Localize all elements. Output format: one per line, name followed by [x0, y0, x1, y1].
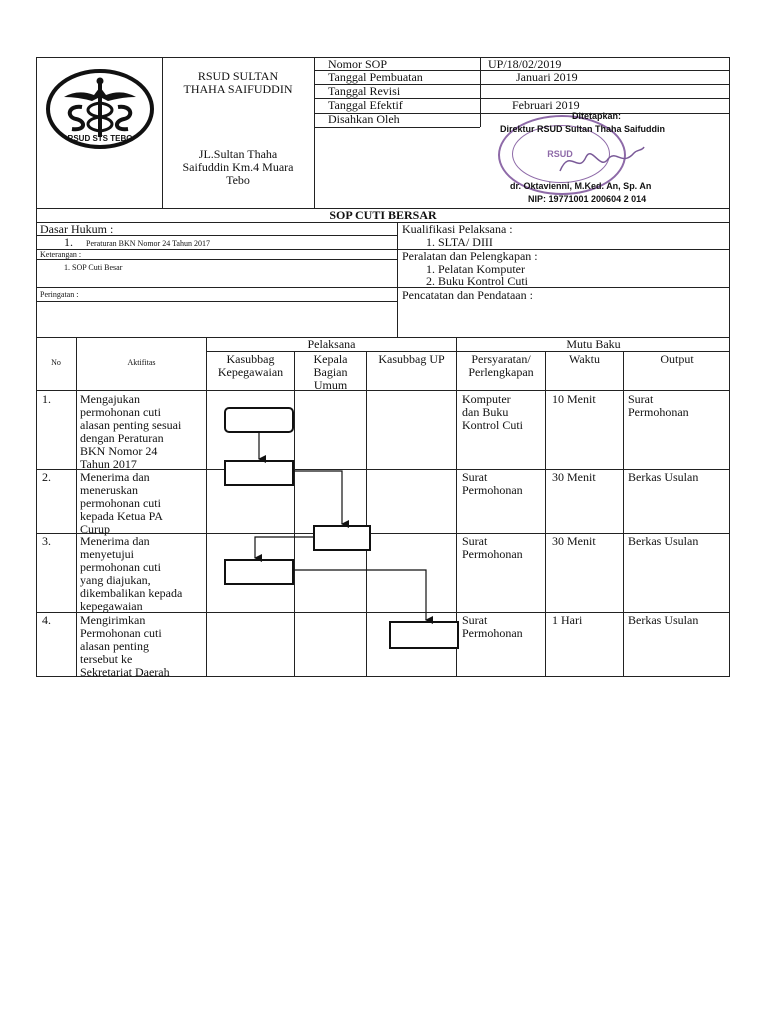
row-activity: Mengirimkan Permohonan cuti alasan penting tersebut ke Sekretariat Daerah — [80, 613, 170, 679]
row-requirement: Surat Permohonan — [462, 470, 523, 497]
field-tanggal-pembuatan-label: Tanggal Pembuatan — [328, 70, 423, 84]
peralatan-item-2: 2. Buku Kontrol Cuti — [426, 274, 529, 288]
field-nomor-sop-value: UP/18/02/2019 — [488, 57, 562, 71]
field-tanggal-efektif-value: Februari 2019 — [512, 98, 580, 112]
column-no: No — [51, 358, 61, 367]
field-nomor-sop-label: Nomor SOP — [328, 57, 388, 71]
row-number: 4. — [42, 613, 51, 627]
column-output: Output — [660, 352, 694, 366]
approval-ditetapkan: Ditetapkan: — [572, 111, 622, 121]
column-kasubbag-kepegawaian: Kasubbag Kepegawaian — [217, 352, 284, 379]
approval-nip: NIP: 19771001 200604 2 014 — [528, 194, 647, 204]
approval-position: Direktur RSUD Sultan Thaha Saifuddin — [500, 124, 666, 134]
column-waktu: Waktu — [568, 352, 601, 366]
row-time: 1 Hari — [552, 613, 583, 627]
row-time: 10 Menit — [552, 392, 596, 406]
organization-address: JL.Sultan Thaha Saifuddin Km.4 Muara Tebo — [182, 147, 294, 187]
flow-arrow-3-to-kepegawaian — [255, 537, 313, 558]
column-persyaratan: Persyaratan/ Perlengkapan — [468, 352, 534, 379]
row-requirement: Surat Permohonan — [462, 534, 523, 561]
row-requirement: Komputer dan Buku Kontrol Cuti — [462, 392, 524, 432]
row-activity: Mengajukan permohonan cuti alasan penting sesuai dengan Peraturan BKN Nomor 24 Tahun 2017 — [80, 392, 182, 471]
pencatatan-label: Pencatatan dan Pendataan : — [402, 288, 533, 302]
document-title: SOP CUTI BERSAR — [329, 208, 437, 222]
row-time: 30 Menit — [552, 470, 596, 484]
row-number: 2. — [42, 470, 51, 484]
peringatan-label: Peringatan : — [40, 290, 79, 299]
dasar-hukum-item-number: 1. — [64, 235, 73, 249]
kualifikasi-label: Kualifikasi Pelaksana : — [402, 222, 513, 236]
row-number: 1. — [42, 392, 51, 406]
kualifikasi-item: 1. SLTA/ DIII — [426, 235, 493, 249]
row-output: Berkas Usulan — [628, 534, 699, 548]
column-kasubbag-up: Kasubbag UP — [378, 352, 445, 366]
dasar-hukum-label: Dasar Hukum : — [40, 222, 114, 236]
approval-name: dr. Oktavienni, M.Ked. An, Sp. An — [510, 181, 652, 191]
column-kepala-bagian-umum: Kepala Bagian Umum — [313, 352, 348, 392]
field-tanggal-efektif-label: Tanggal Efektif — [328, 98, 403, 112]
dasar-hukum-item: Peraturan BKN Nomor 24 Tahun 2017 — [86, 239, 210, 248]
column-group-pelaksana: Pelaksana — [307, 337, 356, 351]
flow-arrow-2-to-3 — [292, 471, 342, 524]
flow-arrow-to-step-4 — [292, 570, 426, 620]
logo-text: RSUD STS TEBO — [67, 134, 133, 143]
row-output: Berkas Usulan — [628, 613, 699, 627]
row-requirement: Surat Permohonan — [462, 613, 523, 640]
organization-name: RSUD SULTAN THAHA SAIFUDDIN — [183, 69, 293, 96]
row-time: 30 Menit — [552, 534, 596, 548]
column-group-mutu-baku: Mutu Baku — [566, 337, 621, 351]
row-activity: Menerima dan meneruskan permohonan cuti kepada Ketua PA Curup — [80, 470, 163, 536]
field-tanggal-revisi-label: Tanggal Revisi — [328, 84, 401, 98]
keterangan-item: 1. SOP Cuti Besar — [64, 263, 123, 272]
peralatan-item-1: 1. Pelatan Komputer — [426, 262, 525, 276]
row-output: Berkas Usulan — [628, 470, 699, 484]
sop-document — [36, 57, 730, 677]
row-activity: Menerima dan menyetujui permohonan cuti yang diajukan, dikembalikan kepada kepegawaian — [80, 534, 183, 613]
flow-connectors — [36, 57, 730, 677]
peralatan-label: Peralatan dan Pelengkapan : — [402, 249, 538, 263]
keterangan-label: Keterangan : — [40, 250, 82, 259]
field-disahkan-oleh-label: Disahkan Oleh — [328, 112, 400, 126]
row-output: Surat Permohonan — [628, 392, 689, 419]
column-aktifitas: Aktifitas — [127, 358, 156, 367]
stamp-label: RSUD — [547, 149, 573, 159]
row-number: 3. — [42, 534, 51, 548]
field-tanggal-pembuatan-value: Januari 2019 — [516, 70, 578, 84]
